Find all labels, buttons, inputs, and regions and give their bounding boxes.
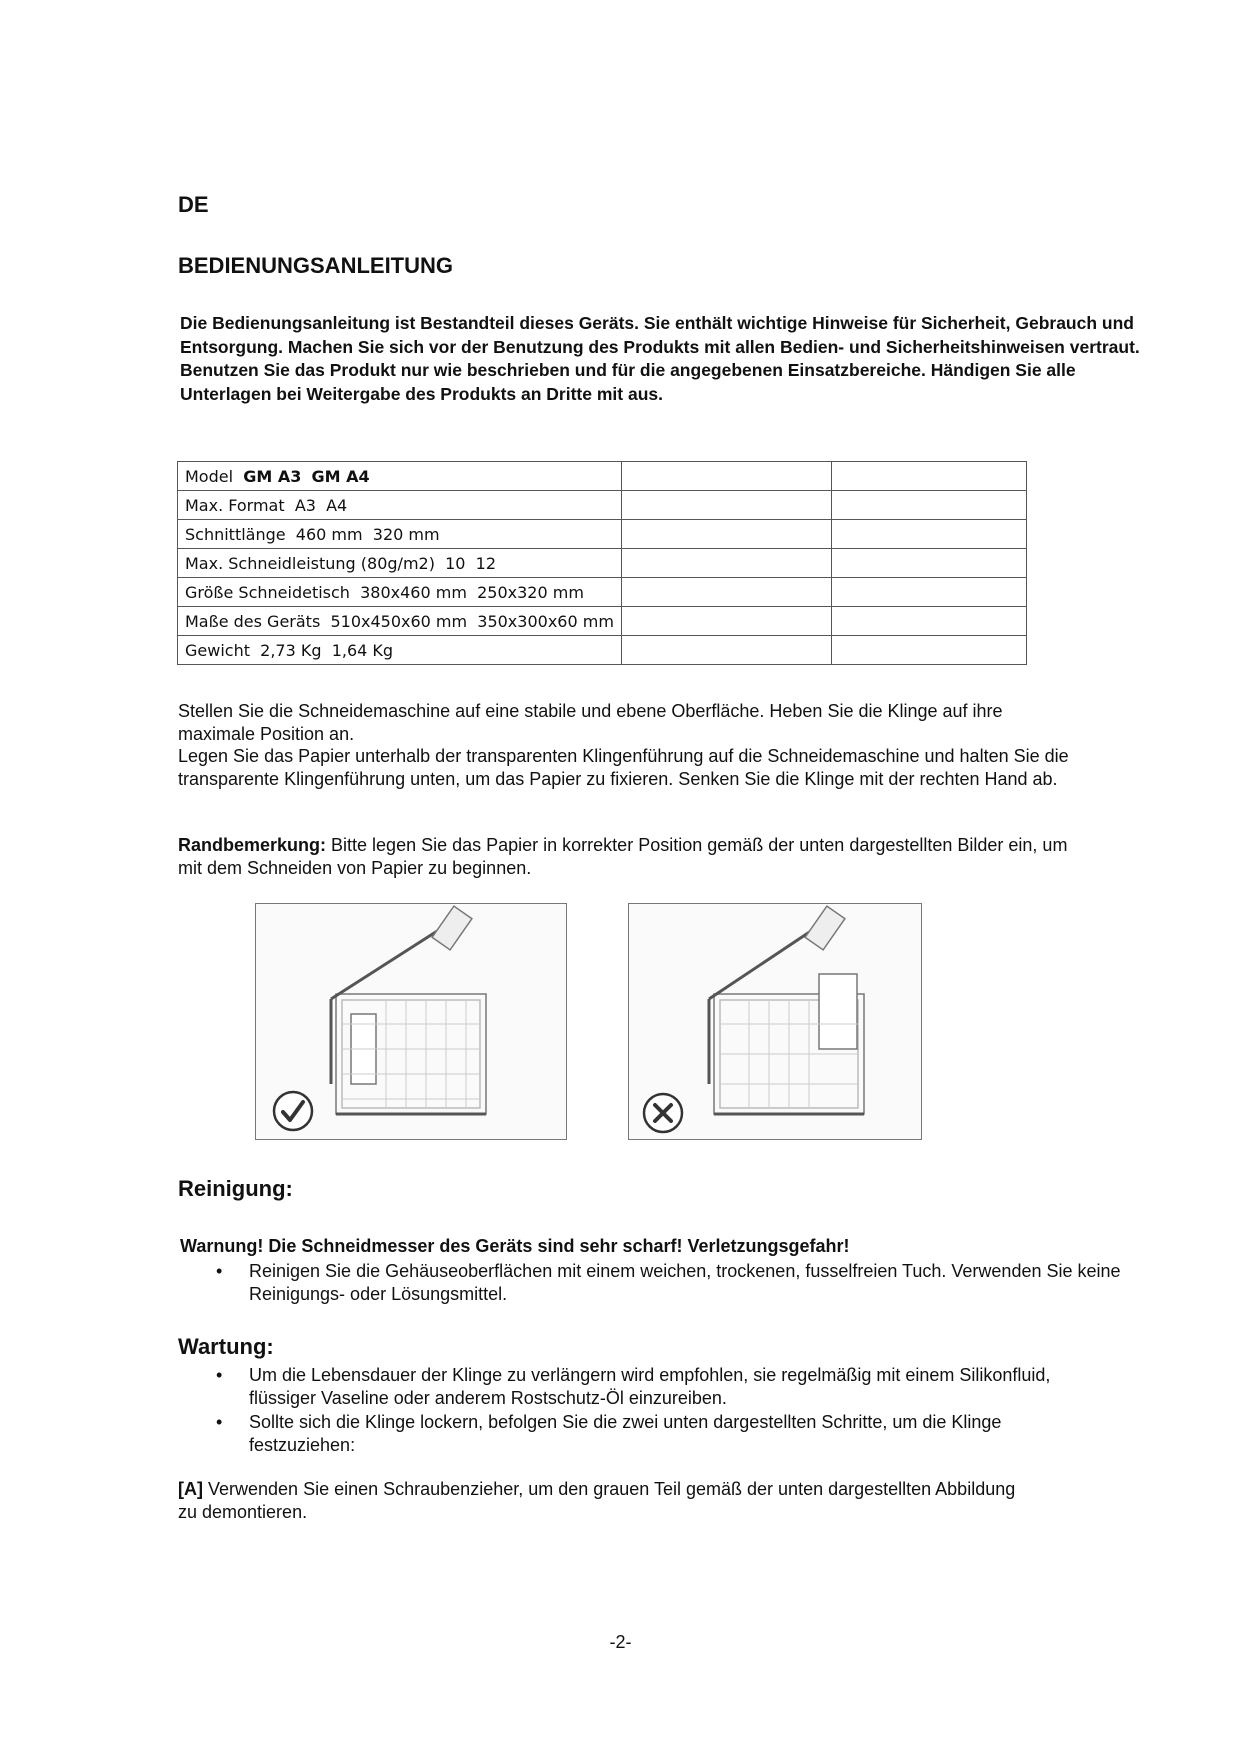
step-text: Verwenden Sie einen Schraubenzieher, um den grauen Teil gemäß der unten dargestellten Abbildung zu demontieren. (178, 1479, 1016, 1522)
maintenance-heading: Wartung: (178, 1334, 274, 1359)
table-cell (621, 578, 831, 607)
table-row (178, 520, 1027, 549)
table-cell (621, 520, 831, 549)
table-cell (178, 462, 622, 491)
spec-value-a4: 250x320 mm (477, 582, 584, 602)
spec-value-a3: A3 (294, 495, 316, 515)
spec-label: Max. Schneidleistung (80g/m2) (185, 553, 435, 573)
spec-table (177, 461, 1027, 665)
spec-value-a3: 10 (445, 553, 466, 573)
spec-value-a4: 12 (475, 553, 497, 573)
table-cell (831, 578, 1026, 607)
cleaning-warning: Warnung! Die Schneidmesser des Geräts sind sehr scharf! Verletzungsgefahr! (180, 1236, 850, 1256)
note-text: Bitte legen Sie das Papier in korrekter Position gemäß der unten dargestellten Bilder ein, um mit dem Schneiden von Papier zu beginnen. (178, 835, 1068, 878)
table-cell (178, 549, 622, 578)
table-cell (831, 491, 1026, 520)
spec-value-a4: 320 mm (372, 524, 440, 544)
table-cell (178, 636, 622, 665)
list-item (216, 1260, 1129, 1305)
wrong-placement-image (628, 903, 922, 1140)
spec-label: Gewicht (185, 640, 250, 660)
page-title: BEDIENUNGSANLEITUNG (178, 253, 454, 278)
table-cell (621, 636, 831, 665)
cleaning-bullet-text: Reinigen Sie die Gehäuseoberflächen mit einem weichen, trockenen, fusselfreien Tuch. Verwenden Sie keine Reinigungs- oder Lösungsmittel. (249, 1261, 1121, 1304)
table-cell (178, 520, 622, 549)
table-cell (831, 636, 1026, 665)
spec-value-a4: A4 (326, 495, 348, 515)
list-item (216, 1411, 1109, 1456)
table-cell (621, 462, 831, 491)
maintenance-bullet-text: Um die Lebensdauer der Klinge zu verlängern wird empfohlen, sie regelmäßig mit einem Silikonfluid, flüssiger Vaseline oder anderem Rostschutz-Öl einzureiben. (249, 1365, 1051, 1408)
spec-label: Maße des Geräts (185, 611, 321, 631)
correct-placement-image (255, 903, 567, 1140)
step-label: [A] (178, 1479, 203, 1499)
checkmark-circle-icon (271, 1089, 315, 1133)
table-row (178, 636, 1027, 665)
spec-value-a3: 510x450x60 mm (330, 611, 468, 631)
spec-value-a3: GM A3 (243, 466, 302, 486)
maintenance-bullet-text: Sollte sich die Klinge lockern, befolgen Sie die zwei unten dargestellten Schritte, um die Klinge festzuziehen: (249, 1412, 1002, 1455)
spec-value-a4: GM A4 (311, 466, 370, 486)
list-item (216, 1364, 1069, 1409)
note-label: Randbemerkung: (178, 835, 327, 855)
table-row (178, 549, 1027, 578)
table-cell (621, 491, 831, 520)
spec-value-a4: 350x300x60 mm (477, 611, 614, 631)
table-cell (621, 607, 831, 636)
table-row (178, 462, 1027, 491)
table-row (178, 578, 1027, 607)
page-number: -2- (609, 1632, 632, 1652)
spec-label: Schnittlänge (185, 524, 286, 544)
spec-value-a4: 1,64 Kg (331, 640, 394, 660)
spec-value-a3: 380x460 mm (360, 582, 467, 602)
table-cell (178, 578, 622, 607)
table-cell (178, 607, 622, 636)
bullet-marker: • (216, 1261, 223, 1281)
language-code: DE (178, 192, 209, 217)
instruction-paragraph-1: Stellen Sie die Schneidemaschine auf eine stabile und ebene Oberfläche. Heben Sie die Klinge auf ihre maximale Position an. (178, 701, 1003, 744)
table-row (178, 491, 1027, 520)
bullet-marker: • (216, 1365, 223, 1385)
table-cell (831, 607, 1026, 636)
table-cell (831, 549, 1026, 578)
spec-value-a3: 460 mm (295, 524, 363, 544)
spec-label: Größe Schneidetisch (185, 582, 350, 602)
table-cell (831, 462, 1026, 491)
table-cell (178, 491, 622, 520)
table-row (178, 607, 1027, 636)
step-a-paragraph (178, 1478, 1038, 1523)
spec-label: Max. Format (185, 495, 285, 515)
spec-label: Model (185, 466, 234, 486)
cleaning-heading: Reinigung: (178, 1176, 293, 1201)
table-cell (831, 520, 1026, 549)
cross-circle-icon (641, 1091, 685, 1135)
intro-paragraph: Die Bedienungsanleitung ist Bestandteil dieses Geräts. Sie enthält wichtige Hinweise für Sicherheit, Gebrauch und Entsorgung. Machen Sie sich vor der Benutzung des Produkts mit allen Bedien- und Sicherheitshinweisen vertraut. Benutzen Sie das Produkt nur wie beschrieben und für die angegebenen Einsatzbereiche. Händigen Sie alle Unterlagen bei Weitergabe des Produkts an Dritte mit aus. (180, 313, 1140, 404)
spec-value-a3: 2,73 Kg (260, 640, 322, 660)
bullet-marker: • (216, 1412, 223, 1432)
instruction-paragraph-2: Legen Sie das Papier unterhalb der transparenten Klingenführung auf die Schneidemaschine und halten Sie die transparente Klingenführung unten, um das Papier zu fixieren. Senken Sie die Klinge mit der rechten Hand ab. (178, 746, 1069, 789)
note-paragraph (178, 834, 1078, 879)
table-cell (621, 549, 831, 578)
